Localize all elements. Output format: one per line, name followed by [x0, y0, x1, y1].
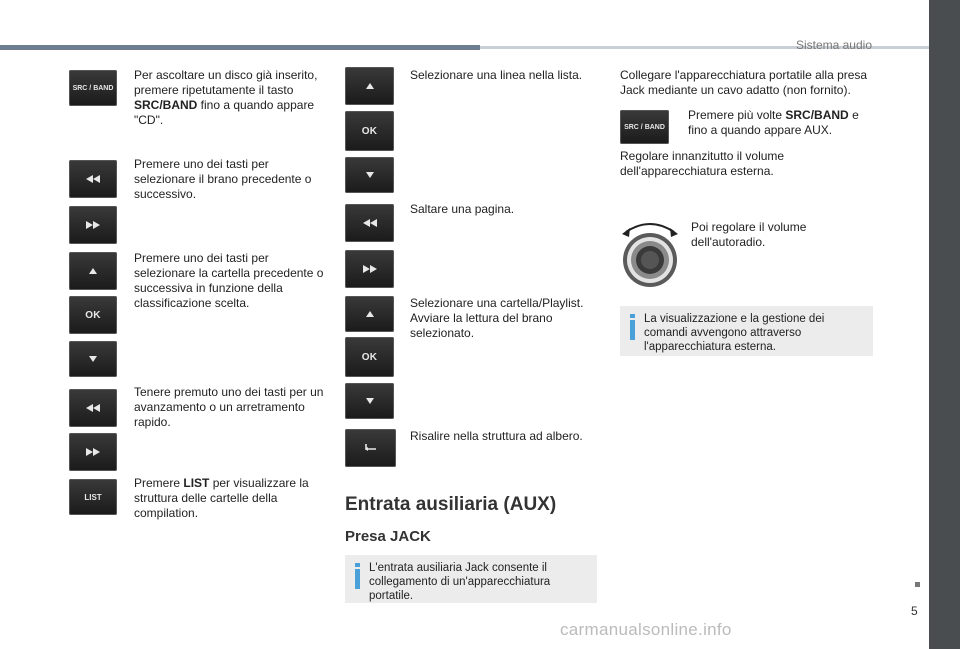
src-band-key-2	[620, 110, 669, 144]
section-title: Sistema audio	[795, 38, 872, 52]
page-number: 5	[911, 604, 918, 618]
next-key	[69, 206, 117, 244]
list-key-label: LIST	[84, 492, 102, 502]
ok-key	[69, 296, 117, 334]
col1-text-1c: fino a quando appare "CD".	[134, 98, 315, 127]
col2-text-2: Saltare una pagina.	[410, 202, 515, 216]
forward-key	[69, 433, 117, 471]
return-icon	[364, 443, 378, 453]
arrow-up-icon	[366, 311, 374, 317]
arrow-up-icon	[89, 268, 97, 274]
col3-text-2a: Premere più volte	[688, 108, 786, 122]
arrow-down-icon	[366, 398, 374, 404]
info-icon	[628, 314, 638, 340]
ok-key-3	[345, 337, 394, 377]
arrow-down-icon	[89, 356, 97, 362]
arrow-up-icon	[366, 83, 374, 89]
up-key	[69, 252, 117, 290]
col2-text-4: Risalire nella struttura ad albero.	[410, 429, 583, 443]
info-icon	[353, 563, 363, 589]
up-key-2	[345, 67, 394, 105]
col2-text-3: Selezionare una cartella/Playlist. Avviare la lettura del brano selezionato.	[410, 296, 584, 340]
col1-text-5	[134, 476, 324, 521]
back-key	[345, 429, 396, 467]
src-band-key	[69, 70, 117, 106]
page-sidebar	[929, 0, 960, 649]
ok-key-label: OK	[361, 125, 378, 137]
prev-page-key	[345, 204, 394, 242]
col3-text-3: Regolare innanzitutto il volume dell'apparecchiatura esterna.	[620, 149, 785, 178]
ok-key-label: OK	[85, 309, 101, 321]
list-key	[69, 479, 117, 515]
info-box-jack-text: L'entrata ausiliaria Jack consente il collegamento di un'apparecchiatura portatile.	[369, 562, 551, 602]
col3-text-2c: e fino a quando appare AUX.	[688, 108, 859, 137]
col1-text-1	[134, 68, 324, 128]
ok-key-label: OK	[361, 351, 378, 363]
next-page-key	[345, 250, 394, 288]
down-key-3	[345, 383, 394, 419]
watermark: carmanualsonline.info	[560, 620, 732, 639]
volume-knob-icon	[620, 218, 680, 288]
fast-forward-icon	[86, 221, 100, 229]
info-box-aux-text: La visualizzazione e la gestione dei comandi avvengono attraverso l'apparecchiatura esterna.	[644, 313, 825, 353]
col1-text-4: Tenere premuto uno dei tasti per un avanzamento o un arretramento rapido.	[134, 385, 324, 429]
header-bar	[0, 45, 480, 50]
down-key	[69, 341, 117, 377]
col1-text-5c: per visualizzare la struttura delle cartelle della compilation.	[134, 476, 309, 520]
arrow-down-icon	[366, 172, 374, 178]
ok-key-2	[345, 111, 394, 151]
col1-text-1a: Per ascoltare un disco già inserito, premere ripetutamente il tasto	[134, 68, 318, 97]
up-key-3	[345, 296, 394, 332]
page-marker	[915, 582, 920, 587]
subsection-heading: Presa JACK	[345, 528, 431, 545]
col3-text-2	[688, 108, 873, 138]
rewind-key	[69, 389, 117, 427]
info-box-aux	[620, 306, 873, 356]
fast-forward-icon	[86, 448, 100, 456]
col1-text-5b: LIST	[183, 476, 210, 490]
col1-text-2: Premere uno dei tasti per selezionare il brano precedente o successivo.	[134, 157, 312, 201]
col1-text-1b: SRC/BAND	[134, 98, 198, 112]
rewind-icon	[86, 175, 100, 183]
rewind-icon	[363, 219, 377, 227]
col3-text-2b: SRC/BAND	[785, 108, 849, 122]
src-band-key-label: SRC / BAND	[72, 84, 114, 92]
col1-text-3: Premere uno dei tasti per selezionare la cartella precedente o successiva in funzione della classificazione scelta.	[134, 251, 324, 310]
fast-forward-icon	[363, 265, 377, 273]
down-key-2	[345, 157, 394, 193]
prev-key	[69, 160, 117, 198]
rewind-icon	[86, 404, 100, 412]
col1-text-5a: Premere	[134, 476, 184, 490]
info-box-jack	[345, 555, 597, 603]
col3-text-1: Collegare l'apparecchiatura portatile alla presa Jack mediante un cavo adatto (non fornito).	[620, 68, 868, 97]
col3-text-4: Poi regolare il volume dell'autoradio.	[691, 220, 807, 249]
section-heading: Entrata ausiliaria (AUX)	[345, 494, 557, 515]
src-band-key-label: SRC / BAND	[624, 123, 665, 131]
col2-text-1: Selezionare una linea nella lista.	[410, 68, 583, 82]
